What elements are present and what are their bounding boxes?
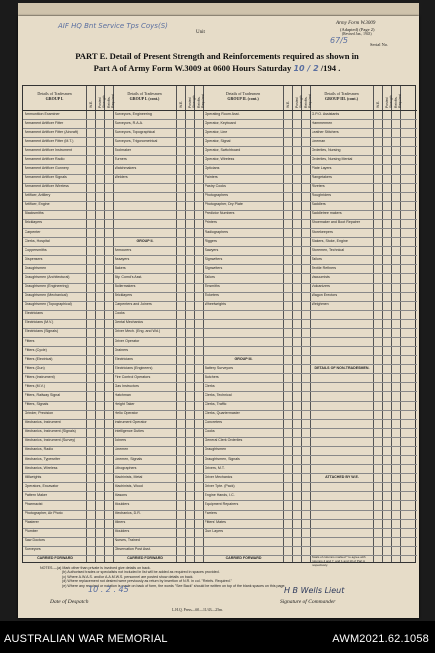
table-row-label: Tinsmiths	[204, 284, 220, 289]
table-row-label: Electricians	[114, 356, 133, 361]
table-row-label: Slakers, Stoke, Engine	[311, 238, 348, 243]
table-row-label: Operator, Line	[204, 129, 228, 134]
table-row-label: Fitters, Railway Signal	[24, 392, 61, 397]
table-row-label: Joiners	[114, 438, 127, 443]
sub-column-header: Posted Strength	[187, 95, 196, 108]
table-row-label: Electricians (Signals)	[24, 329, 59, 334]
table-row-label: Instrument Operator	[114, 420, 147, 425]
table-row-label: Saddlers	[311, 202, 326, 207]
table-row-label: Nurses, Trained	[114, 538, 140, 543]
table-row-label: Lithographers	[114, 465, 137, 470]
table-row-label: Moulders	[114, 501, 130, 506]
table-row-label: Predictor Numbers	[204, 211, 235, 216]
table-row-label: Blacksmiths	[24, 211, 44, 216]
part-e-title-line2	[22, 63, 412, 73]
table-row-label: Clerks	[204, 383, 215, 388]
table-row-label: Plasterer	[24, 520, 39, 525]
table-row-label: Fire Control Operators	[114, 374, 151, 379]
note-line: (c) Where A.W.A.S. and/or A.A.M.W.S. personnel are posted show details on back.	[62, 574, 194, 579]
table-row-label: Armourers	[114, 247, 132, 252]
sub-column-header: Reinfts. Required	[106, 94, 115, 108]
table-row-label: Artificer, Engine	[24, 202, 50, 207]
table-row-label: Carpenter	[24, 229, 41, 234]
sub-column-header: Posted Strength	[97, 95, 106, 108]
table-row-label: Fitters (Electrical)	[24, 356, 53, 361]
form-reference-2: (Adapted) (Page 2)	[340, 27, 375, 32]
table-row-label: Saddletree makers	[311, 211, 342, 216]
table-row-label: Fitters (Cycle)	[24, 347, 47, 352]
table-row-label: Watchmakers	[114, 165, 137, 170]
table-row-label: Machinists, Wood	[114, 483, 143, 488]
table-row-label: Orderlies, Nursing	[311, 147, 341, 152]
table-row-label: Rangetakers	[311, 175, 332, 180]
table-row-label: Bricklayers	[114, 293, 133, 298]
table-row-label: Driver Mech. (Eng. and Wd.)	[114, 329, 161, 334]
part-e-title-line1: PART E. Detail of Present Strength and Reinforcements required as shown in	[75, 51, 359, 61]
table-row-label: Assayers	[114, 256, 130, 261]
table-row-label: Bty. Comd's Asst.	[114, 274, 143, 279]
table-row-label: Tailors	[204, 274, 215, 279]
table-row-label: Equipment Repairers	[204, 501, 239, 506]
table-row-label: Clerks, Traffic	[204, 402, 227, 407]
table-row-label: Engine Hands, I.C.	[204, 492, 235, 497]
table-row-label: Printers	[204, 220, 217, 225]
table-row-label: Totals of columns marked * to agree with columns 4 and 7, and 1 and 10 of Part A respectively.	[311, 556, 366, 567]
table-row-label: Mechanics, Instrument	[24, 420, 61, 425]
table-row-label: Machinists, Metal	[114, 474, 143, 479]
table-row-label: Gun Layers	[204, 529, 224, 534]
table-row-label: Dental Mechanics	[114, 320, 144, 325]
table-row-label: Armament Artificer Instrument	[24, 147, 73, 152]
table-row-label: Gas Instructors	[114, 383, 139, 388]
table-row-label: Cooks	[204, 429, 215, 434]
table-row-label: Mechanics, Instrument (Survey)	[24, 438, 76, 443]
table-row-label: Boilermakers	[114, 284, 136, 289]
sub-column-header: Reinfts. Required	[196, 94, 205, 108]
table-row-label: Driver Operator	[114, 338, 140, 343]
table-row-label: Moulders	[114, 529, 130, 534]
table-row-label: Operator, Signal	[204, 138, 231, 143]
table-row-label: Tailors	[311, 256, 322, 261]
table-row-label: ATTACHED BY W.E.	[325, 474, 359, 479]
table-row-label: Operator, Keyboard	[204, 120, 236, 125]
table-row-label: Coppersmiths	[24, 247, 47, 252]
table-row-label: Electricians (Engineers)	[114, 365, 153, 370]
unit-label: Unit	[196, 30, 205, 35]
table-row-label: Textile Refiners	[311, 265, 337, 270]
table-row-label: Grinder, Precision	[24, 411, 54, 416]
column-group-label: GROUP III. (cont.)	[325, 95, 358, 101]
table-row-label: Dispensers	[24, 256, 43, 261]
table-row-label: Opticians	[204, 165, 220, 170]
table-row-label: Electricians	[24, 311, 43, 316]
table-row-label: GROUP II.	[136, 238, 154, 243]
table-row-label: Armament Artificer Fitter	[24, 120, 64, 125]
note-line: (e) Where any required or notation is made on back of form, the words "See Back" should be written on top of the blank spaces on this page.	[62, 583, 286, 588]
table-row-label: Draughtsmen (Engineering)	[24, 284, 69, 289]
table-row-label: Lineman	[311, 138, 326, 143]
table-row-label: Armament Artificer Gunnery	[24, 165, 69, 170]
table-row-label: Observation Post Asst.	[114, 547, 151, 552]
table-row-label: Drainers	[114, 347, 129, 352]
table-row-label: Masons	[114, 492, 128, 497]
table-row-label: Farriers	[204, 511, 217, 516]
footer-left: AUSTRALIAN WAR MEMORIAL	[4, 633, 168, 645]
table-row-label: Pharmacist	[24, 501, 43, 506]
table-row-label: Driver Mechanics	[204, 474, 233, 479]
sub-column-header: Reinfts. Required	[303, 94, 312, 108]
table-row-label: Fitters' Mates	[204, 520, 226, 525]
table-row-label: Mechanics, Wireless	[24, 465, 58, 470]
table-row-label: Mechanics, Radio	[24, 447, 54, 452]
table-row-label: Clerks, Quartermaster	[204, 411, 240, 416]
table-row-label: Radiographers	[204, 229, 229, 234]
note-line: NOTES.—(a) Mark other than private is involved give details on back.	[40, 566, 151, 570]
table-row-label: G.P.O. Assistants	[311, 111, 340, 116]
printer-line: L.H.Q. Press—60—11/43—25m.	[172, 608, 224, 612]
year-suffix: /194 .	[320, 63, 341, 73]
table-row-label: Vacuumists	[311, 274, 330, 279]
table-row-label: Fitters (Instrument)	[24, 374, 55, 379]
serial-label: Serial No.	[370, 42, 389, 47]
table-row-label: Draughtsmen (Topographical)	[24, 302, 72, 307]
column-group-label: GROUP II. (cont.)	[227, 95, 259, 101]
table-row-label: GROUP III.	[234, 356, 253, 361]
column-header-title: Details of Tradesmen	[127, 91, 162, 96]
table-row-label: Linemen	[114, 447, 129, 452]
table-row-label: Signwriters	[204, 256, 223, 261]
table-row-label: Fitters, Signals	[24, 402, 49, 407]
table-row-label: Draughtsmen	[24, 265, 47, 270]
table-row-label: Cooks	[114, 311, 125, 316]
table-row-label: Armament Artificer Radio	[24, 156, 65, 161]
table-row-label: Surveyors, R.A.A.	[114, 120, 144, 125]
sub-column-header: Reinfts. Required	[393, 94, 402, 108]
note-line: (d) Where replacement not desired were previously as return by insertion of N.R. in col. "Reinfs. Required."	[62, 579, 232, 584]
table-row-label: Clerks, Hospital	[24, 238, 50, 243]
table-row-label: Operators, Excavator	[24, 483, 59, 488]
table-row-label: Mechanics, Typewriter	[24, 456, 61, 461]
table-row-label: Draughtsmen (Mechanical)	[24, 293, 68, 298]
table-row-label: CARRIED FORWARD	[225, 556, 262, 561]
table-row-label: Fitters (M.V.)	[24, 383, 45, 388]
commander-label: Signature of Commander	[280, 599, 336, 605]
form-reference-3: (Revised Jan., 1943)	[342, 32, 372, 36]
table-row-label: Surveyors	[24, 547, 41, 552]
handwritten-date: 10 / 2	[293, 64, 319, 73]
title-line2-text: Part A of Army Form W.3009 at 0600 Hours Saturday	[93, 63, 292, 73]
column-header	[23, 92, 86, 101]
column-header-title: Details of Tradesmen	[225, 91, 261, 96]
table-row-label: Riggers	[204, 238, 217, 243]
column-group-label: GROUP I. (cont.)	[129, 95, 160, 101]
table-row-label: Wheelwrights	[204, 302, 227, 307]
table-row-label: Electricians (M.V.)	[24, 320, 54, 325]
table-row-label: Armament Artificer Signals	[24, 175, 67, 180]
sub-column-header: W.E.	[88, 100, 93, 108]
table-row-label: Toolmaker	[114, 147, 132, 152]
column-header-title: Details of Tradesmen	[324, 91, 359, 96]
table-row-label: Storekeepers	[311, 229, 333, 234]
table-row-label: Turners	[114, 156, 127, 161]
table-row-label: Operator, Switchboard	[204, 147, 241, 152]
table-row-label: Surveyors, Trigonometrical	[114, 138, 158, 143]
table-row-label: Ticketers	[204, 293, 219, 298]
sub-column-header: W.E.	[285, 100, 290, 108]
table-row-label: CARRIED FORWARD	[127, 556, 163, 561]
form-reference-1: Army Form W.3009	[336, 21, 376, 26]
table-row-label: Saw Doctors	[24, 538, 45, 543]
handwritten-despatch-date: 10 . 2 . 45	[88, 585, 129, 594]
table-row-label: Photographer, Dry Plate	[204, 202, 243, 207]
table-row-label: Mechanics, D.R.	[114, 511, 141, 516]
table-row-label: Storemen, Technical	[311, 247, 344, 252]
table-row-label: Photographer, Air Photo	[24, 511, 63, 516]
table-row-label: Pattern Maker	[24, 492, 48, 497]
sub-column-header: W.E.	[178, 100, 183, 108]
table-row-label: Draughtsmen	[204, 447, 227, 452]
table-row-label: Bricklayers	[24, 220, 43, 225]
table-row-label: Helio Operator	[114, 411, 138, 416]
table-row-label: Wagon Erectors	[311, 293, 338, 298]
table-row-label: Linemen, Signals	[114, 456, 143, 461]
table-row-label: Welders	[114, 175, 128, 180]
handwritten-unit: AIF HQ Bnt Service Tps Coys(S)	[58, 22, 168, 30]
archive-footer	[0, 621, 435, 653]
table-row-label: Orderlies, Nursing Mental	[311, 156, 353, 161]
table-row-label: Surveyors, Engineering	[114, 111, 152, 116]
table-row-label: DETAILS OF NON-TRADESMEN.	[314, 365, 370, 370]
column-group-label: GROUP I.	[45, 95, 64, 101]
column-header	[113, 92, 176, 101]
column-header	[310, 92, 373, 101]
table-row-label: Mechanics, Instrument (Signals)	[24, 429, 76, 434]
sub-column-header: Posted Strength	[384, 95, 393, 108]
table-row-label: Artificer, Artillery	[24, 193, 51, 198]
sub-column-header: W.E.	[375, 100, 380, 108]
note-line: (b) Authorised trades or specialists not included in list will be added as required in spaces provided.	[62, 570, 220, 575]
table-row-label: Miners	[114, 520, 126, 525]
table-row-label: Ammunition Examiner	[24, 111, 60, 116]
table-row-label: Clerks, Technical	[204, 392, 232, 397]
table-row-label: Fitters (Gun)	[24, 365, 45, 370]
table-row-label: Fitters	[24, 338, 35, 343]
handwritten-serial: 67/5	[330, 36, 348, 45]
table-row-label: Hammermen	[311, 120, 333, 125]
table-row-label: Armament Artificer Fitter (Aircraft)	[24, 129, 79, 134]
table-row-label: Armament Artificer Wireless	[24, 184, 69, 189]
table-row-label: Concreters	[204, 420, 223, 425]
table-row-label: Bakers	[114, 265, 126, 270]
handwritten-signature: H B Wells Lieut	[284, 586, 345, 595]
table-row-label: Surveyors, Topographical	[114, 129, 155, 134]
table-row-label: Draughtsmen (Architectural)	[24, 274, 70, 279]
table-row-label: Intelligence Duties	[114, 429, 144, 434]
paper-top-edge	[18, 3, 419, 16]
table-row-label: Leather Stitchers	[311, 129, 339, 134]
table-row-label: Plumber	[24, 529, 38, 534]
table-row-label: Riveters	[311, 184, 325, 189]
table-row-label: Vulcanizers	[311, 284, 330, 289]
table-row-label: General Clerk Orderlies	[204, 438, 243, 443]
table-row-label: Shoemaker and Boot Repairer	[311, 220, 361, 225]
table-row-label: Carpenters and Joiners	[114, 302, 152, 307]
table-row-label: CARRIED FORWARD	[37, 556, 73, 561]
table-row-label: Plate Layers	[311, 165, 332, 170]
column-header	[203, 92, 283, 101]
column-header-title: Details of Tradesmen	[37, 91, 72, 96]
table-row-label: Driver Tpte. (Pack)	[204, 483, 235, 488]
table-row-label: Sawyers	[204, 247, 219, 252]
despatch-label: Date of Despatch	[50, 599, 89, 605]
footer-right: AWM2021.62.1058	[332, 633, 429, 645]
table-row-label: Hatchman	[114, 392, 131, 397]
table-row-label: Height Taker	[114, 402, 135, 407]
table-row-label: Photographers	[204, 193, 229, 198]
sub-column-header: Posted Strength	[294, 95, 303, 108]
table-row-label: Millwrights	[24, 474, 42, 479]
table-row-label: Armament Artificer Fitter (M.T.)	[24, 138, 74, 143]
table-row-label: Draughtsmen, Signals	[204, 456, 240, 461]
table-row-label: Signwriters	[204, 265, 223, 270]
table-row-label: Drivers, M.T.	[204, 465, 225, 470]
table-row-label: Operating Room Asst.	[204, 111, 240, 116]
table-row-label: Weighmen	[311, 302, 329, 307]
table-row-label: Butchers	[204, 374, 219, 379]
strength-table	[22, 85, 416, 567]
table-row-label: Battery Surveyors	[204, 365, 234, 370]
table-row-label: Painters	[204, 175, 218, 180]
table-row-label: Roughriders	[311, 193, 332, 198]
table-row-label: Pastry Cooks	[204, 184, 226, 189]
table-row-label: Operator, Wireless	[204, 156, 235, 161]
